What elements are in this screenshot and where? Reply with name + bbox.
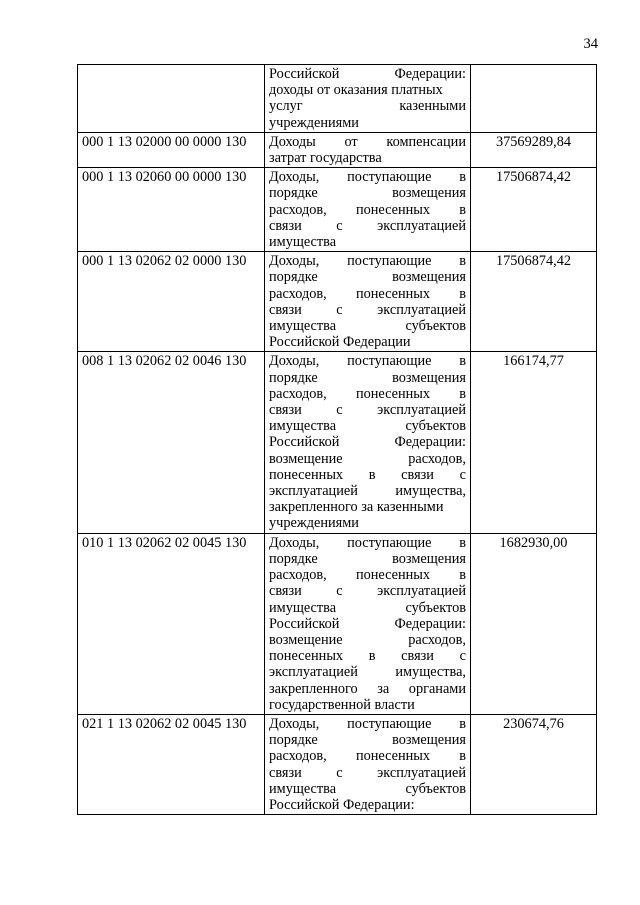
- revenue-name-line: [269, 169, 466, 185]
- revenue-name-cell: [265, 533, 471, 714]
- revenue-name-line: [269, 535, 466, 551]
- revenue-name-word: имущества: [269, 234, 337, 251]
- revenue-name-word: Федерации:: [394, 615, 466, 632]
- revenue-name-word: эксплуатацией: [269, 483, 358, 500]
- revenue-name-word: имущества: [269, 780, 337, 797]
- revenue-name-word: поступающие: [347, 169, 432, 186]
- revenue-name-word: субъектов: [405, 418, 466, 435]
- revenue-name-line: [269, 286, 466, 302]
- revenue-name-word: от: [344, 133, 358, 150]
- revenue-name-word: расходов,: [408, 631, 466, 648]
- revenue-name-word: Доходы,: [269, 169, 320, 186]
- revenue-name-word: с: [459, 648, 466, 665]
- revenue-name-cell: [265, 132, 471, 167]
- budget-revenue-table: [77, 64, 597, 815]
- revenue-name-line: [269, 600, 466, 616]
- revenue-name-line: [269, 402, 466, 418]
- amount-cell: 166174,77: [471, 352, 597, 533]
- revenue-name-word: связи: [269, 301, 302, 318]
- revenue-name-word: эксплуатацией: [377, 583, 466, 600]
- revenue-name-line: [269, 483, 466, 499]
- revenue-name-word: расходов,: [269, 385, 327, 402]
- revenue-name-word: связи: [269, 402, 302, 419]
- table-row: [78, 132, 597, 167]
- revenue-name-word: в: [459, 534, 466, 551]
- revenue-name-word: поступающие: [347, 253, 432, 270]
- revenue-name-word: возмещения: [392, 732, 466, 749]
- revenue-name-word: эксплуатацией: [269, 664, 358, 681]
- revenue-name-word: понесенных: [355, 285, 431, 302]
- revenue-name-word: доходы от оказания платных: [269, 82, 443, 99]
- table-row: [78, 65, 597, 133]
- revenue-name-cell: [265, 252, 471, 352]
- revenue-name-word: возмещение: [269, 631, 343, 648]
- revenue-name-line: [269, 434, 466, 450]
- revenue-name-line: [269, 467, 466, 483]
- revenue-name-line: [269, 748, 466, 764]
- amount-cell: 17506874,42: [471, 168, 597, 252]
- revenue-name-word: порядке: [269, 185, 318, 202]
- revenue-name-word: компенсации: [386, 133, 466, 150]
- revenue-name-line: [269, 115, 466, 131]
- revenue-name-word: с: [336, 301, 343, 318]
- revenue-name-word: расходов,: [269, 285, 327, 302]
- revenue-name-word: в: [368, 466, 376, 483]
- revenue-name-word: возмещения: [392, 269, 466, 286]
- revenue-name-line: [269, 218, 466, 234]
- revenue-name-line: [269, 418, 466, 434]
- revenue-name-word: Федерации:: [394, 66, 466, 82]
- revenue-name-word: эксплуатацией: [377, 217, 466, 234]
- revenue-name-line: [269, 632, 466, 648]
- revenue-name-word: с: [336, 583, 343, 600]
- revenue-name-word: закрепленного: [269, 680, 358, 697]
- revenue-name-word: Федерации:: [394, 434, 466, 451]
- revenue-name-line: [269, 269, 466, 285]
- revenue-name-word: затрат государства: [269, 150, 382, 167]
- budget-code-cell: 000 1 13 02060 00 0000 130: [78, 168, 265, 252]
- table-row: [78, 252, 597, 352]
- revenue-name-line: [269, 353, 466, 369]
- revenue-name-word: в: [459, 748, 466, 765]
- page-number: 34: [583, 36, 598, 52]
- revenue-name-word: субъектов: [405, 780, 466, 797]
- revenue-name-word: расходов,: [408, 450, 466, 467]
- revenue-name-word: Доходы,: [269, 534, 320, 551]
- revenue-name-word: в: [459, 201, 466, 218]
- revenue-name-word: Российской: [269, 434, 340, 451]
- revenue-name-word: возмещения: [392, 185, 466, 202]
- revenue-name-word: учреждениями: [269, 515, 359, 532]
- revenue-name-word: с: [336, 764, 343, 781]
- revenue-name-word: закрепленного за казенными: [269, 499, 444, 516]
- revenue-name-word: порядке: [269, 269, 318, 286]
- table-row: [78, 168, 597, 252]
- amount-cell: 17506874,42: [471, 252, 597, 352]
- budget-code-cell: [78, 65, 265, 133]
- table-row: [78, 352, 597, 533]
- revenue-name-word: Федерации:: [343, 796, 415, 813]
- revenue-name-line: [269, 302, 466, 318]
- revenue-name-word: Российской: [269, 615, 340, 632]
- revenue-name-word: понесенных: [355, 748, 431, 765]
- revenue-name-word: имущества,: [395, 483, 466, 500]
- revenue-name-line: [269, 732, 466, 748]
- revenue-name-word: органами: [408, 680, 466, 697]
- revenue-name-word: в: [459, 385, 466, 402]
- revenue-name-word: Доходы,: [269, 715, 320, 732]
- revenue-name-word: Доходы,: [269, 253, 320, 270]
- revenue-name-word: имущества: [269, 418, 337, 435]
- revenue-name-word: возмещение: [269, 450, 343, 467]
- revenue-name-word: имущества: [269, 599, 337, 616]
- revenue-name-word: связи: [269, 764, 302, 781]
- budget-code-cell: 008 1 13 02062 02 0046 130: [78, 352, 265, 533]
- revenue-name-word: поступающие: [347, 353, 432, 370]
- revenue-name-line: [269, 370, 466, 386]
- revenue-name-line: [269, 567, 466, 583]
- revenue-name-word: понесенных: [355, 201, 431, 218]
- revenue-name-word: в: [459, 285, 466, 302]
- revenue-name-word: учреждениями: [269, 114, 359, 131]
- revenue-name-word: порядке: [269, 550, 318, 567]
- revenue-name-line: [269, 797, 466, 813]
- revenue-name-line: [269, 234, 466, 250]
- revenue-name-word: имущества: [269, 318, 337, 335]
- revenue-name-word: услуг: [269, 98, 303, 115]
- revenue-name-word: связи: [269, 217, 302, 234]
- revenue-name-line: [269, 616, 466, 632]
- revenue-name-line: [269, 681, 466, 697]
- revenue-name-word: понесенных: [355, 385, 431, 402]
- revenue-name-line: [269, 499, 466, 515]
- revenue-name-line: [269, 781, 466, 797]
- revenue-name-word: связи: [269, 583, 302, 600]
- budget-code-cell: 000 1 13 02000 00 0000 130: [78, 132, 265, 167]
- revenue-name-line: [269, 202, 466, 218]
- revenue-name-word: Российской: [269, 66, 340, 82]
- revenue-name-line: [269, 150, 466, 166]
- revenue-name-word: связи: [401, 466, 434, 483]
- revenue-name-line: [269, 583, 466, 599]
- revenue-name-word: за: [377, 680, 390, 697]
- amount-cell: 37569289,84: [471, 132, 597, 167]
- revenue-name-line: [269, 716, 466, 732]
- revenue-name-line: [269, 664, 466, 680]
- revenue-name-line: [269, 551, 466, 567]
- revenue-name-line: [269, 451, 466, 467]
- revenue-name-word: Доходы,: [269, 353, 320, 370]
- amount-cell: 1682930,00: [471, 533, 597, 714]
- revenue-name-word: эксплуатацией: [377, 402, 466, 419]
- revenue-name-word: Доходы: [269, 133, 316, 150]
- revenue-name-word: Российской: [269, 796, 340, 813]
- revenue-name-cell: [265, 352, 471, 533]
- revenue-name-word: возмещения: [392, 369, 466, 386]
- revenue-name-word: с: [459, 466, 466, 483]
- revenue-name-word: в: [459, 169, 466, 186]
- revenue-name-word: понесенных: [269, 648, 344, 665]
- revenue-name-word: эксплуатацией: [377, 301, 466, 318]
- revenue-name-line: [269, 185, 466, 201]
- revenue-name-line: [269, 253, 466, 269]
- revenue-name-word: связи: [401, 648, 434, 665]
- revenue-name-line: [269, 82, 466, 98]
- table-body: [78, 65, 597, 815]
- revenue-name-word: эксплуатацией: [377, 764, 466, 781]
- revenue-name-word: понесенных: [355, 567, 431, 584]
- revenue-name-line: [269, 134, 466, 150]
- revenue-name-word: поступающие: [347, 715, 432, 732]
- revenue-name-word: порядке: [269, 369, 318, 386]
- amount-cell: 230674,76: [471, 714, 597, 814]
- revenue-name-line: [269, 515, 466, 531]
- revenue-name-word: в: [368, 648, 376, 665]
- revenue-name-cell: [265, 65, 471, 133]
- budget-code-cell: 000 1 13 02062 02 0000 130: [78, 252, 265, 352]
- revenue-name-cell: [265, 714, 471, 814]
- revenue-name-line: [269, 648, 466, 664]
- revenue-name-word: в: [459, 567, 466, 584]
- budget-code-cell: 010 1 13 02062 02 0045 130: [78, 533, 265, 714]
- revenue-name-line: [269, 697, 466, 713]
- revenue-name-word: расходов,: [269, 748, 327, 765]
- revenue-name-line: [269, 318, 466, 334]
- revenue-name-word: расходов,: [269, 567, 327, 584]
- revenue-name-line: [269, 765, 466, 781]
- revenue-name-word: с: [336, 217, 343, 234]
- revenue-name-line: [269, 334, 466, 350]
- table-row: [78, 714, 597, 814]
- budget-code-cell: 021 1 13 02062 02 0045 130: [78, 714, 265, 814]
- revenue-name-word: понесенных: [269, 466, 344, 483]
- revenue-name-word: в: [459, 253, 466, 270]
- table-row: [78, 533, 597, 714]
- revenue-name-cell: [265, 168, 471, 252]
- revenue-name-word: в: [459, 715, 466, 732]
- revenue-name-word: возмещения: [392, 550, 466, 567]
- amount-cell: [471, 65, 597, 133]
- revenue-name-word: субъектов: [405, 318, 466, 335]
- revenue-name-word: казенными: [399, 98, 466, 115]
- revenue-name-line: [269, 386, 466, 402]
- revenue-name-line: [269, 98, 466, 114]
- revenue-name-word: порядке: [269, 732, 318, 749]
- revenue-name-word: с: [336, 402, 343, 419]
- revenue-name-line: [269, 66, 466, 82]
- revenue-name-word: субъектов: [405, 599, 466, 616]
- revenue-name-word: имущества,: [395, 664, 466, 681]
- revenue-name-word: Российской Федерации: [269, 334, 411, 351]
- revenue-name-word: поступающие: [347, 534, 432, 551]
- revenue-name-word: в: [459, 353, 466, 370]
- revenue-name-word: расходов,: [269, 201, 327, 218]
- revenue-name-word: государственной власти: [269, 696, 415, 713]
